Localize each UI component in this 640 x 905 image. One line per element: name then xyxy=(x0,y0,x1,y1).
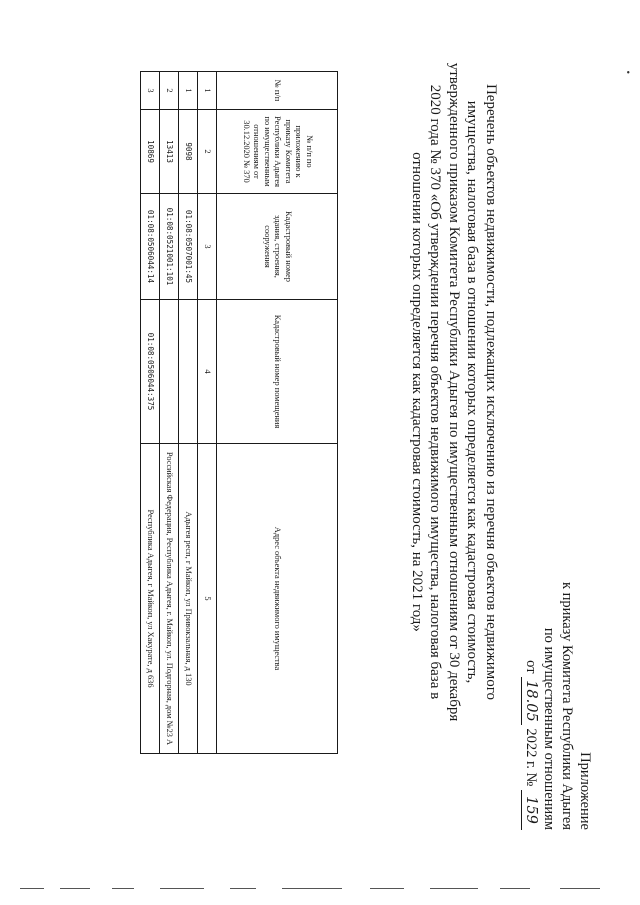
table-row xyxy=(179,72,198,754)
table-row xyxy=(160,72,179,754)
appendix-row-number: 13413 xyxy=(160,110,179,194)
handwritten-date: 18.05 xyxy=(521,677,540,725)
handwritten-number: 159 xyxy=(521,790,540,830)
appendix-order-ref: к приказу Комитета Республики Адыгея xyxy=(559,581,575,830)
appendix-row-number: 9098 xyxy=(179,110,198,194)
property-address: Адыгея респ, г Майкоп, ул Привокзальная, д 130 xyxy=(179,444,198,754)
appendix-row-number: 10869 xyxy=(141,110,160,194)
appendix-date-line xyxy=(521,582,540,830)
table-row xyxy=(141,72,160,754)
column-number: 5 xyxy=(198,444,217,754)
header-building-cadastral: Кадастровый номер здания, строения, сооружения xyxy=(217,194,338,300)
header-appendix-number: № п/п по приложению к приказу Комитета Республики Адыгея по имущественным отношениям от 30.12.2020 № 370 xyxy=(217,110,338,194)
room-cadastral-number xyxy=(179,300,198,444)
date-prefix: от xyxy=(523,660,539,674)
property-address: Российская Федерация, Республика Адыгея, г. Майкоп, ул. Подгорная, дом №23 А xyxy=(160,444,179,754)
row-number: 1 xyxy=(179,72,198,110)
table-header-row xyxy=(217,72,338,754)
building-cadastral-number: 01:08:0507001:45 xyxy=(179,194,198,300)
column-number: 1 xyxy=(198,72,217,110)
property-exclusion-table xyxy=(140,71,338,754)
property-address: Республика Адыгея, г Майкоп, ул Хакурате, д 636 xyxy=(141,444,160,754)
column-number: 4 xyxy=(198,300,217,444)
header-row-number: № п/п xyxy=(217,72,338,110)
header-address: Адрес объекта недвижимого имущества xyxy=(217,444,338,754)
appendix-header xyxy=(521,582,594,830)
building-cadastral-number: 01:08:0521001:101 xyxy=(160,194,179,300)
column-number: 2 xyxy=(198,110,217,194)
rotated-document-sheet xyxy=(40,2,600,902)
header-room-cadastral: Кадастровый номер помещения xyxy=(217,300,338,444)
row-number: 2 xyxy=(160,72,179,110)
row-number: 3 xyxy=(141,72,160,110)
column-number: 3 xyxy=(198,194,217,300)
scan-edge-artifact xyxy=(20,888,620,890)
margin-mark: • xyxy=(626,68,630,79)
room-cadastral-number: 01:08:0506044:375 xyxy=(141,300,160,444)
appendix-label: Приложение xyxy=(577,752,593,830)
date-middle: 2022 г. № xyxy=(523,728,539,787)
room-cadastral-number xyxy=(160,300,179,444)
column-number-row xyxy=(198,72,217,754)
building-cadastral-number: 01:08:0506044:14 xyxy=(141,194,160,300)
document-title: Перечень объектов недвижимости, подлежащих исключению из перечня объектов недвижимого имущества, налоговая база в отношении которых определяется как кадастровая стоимость, утвержденного приказом Комитета Республики Адыгея по имущественным отношениям от 30 декабря 2020 года № 370 «Об утверждении перечня объектов недвижимого имущества, налоговая база в отношении которых определяется как кадастровая стоимость, на 2021 год» xyxy=(408,62,499,722)
appendix-committee: по имущественным отношениям xyxy=(541,627,557,830)
